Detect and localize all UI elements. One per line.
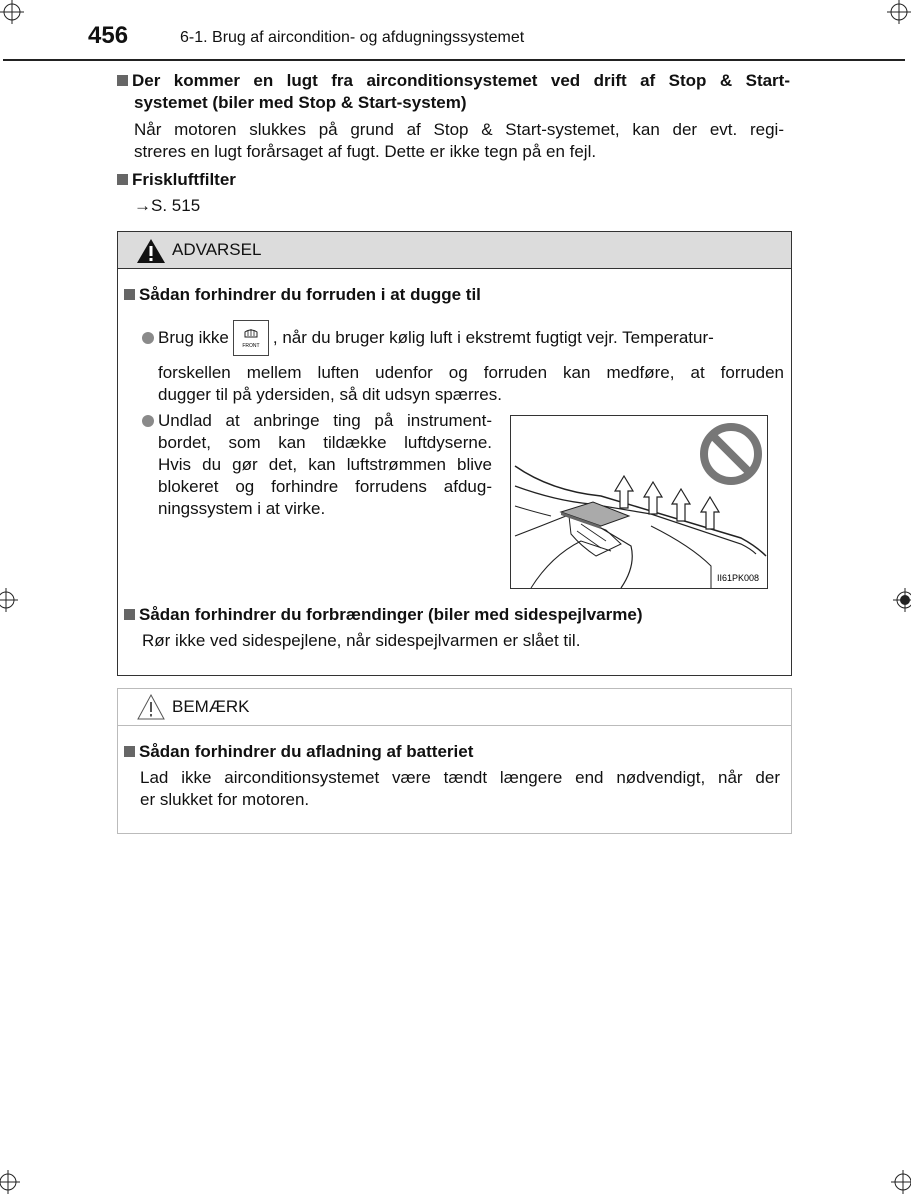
square-bullet-icon	[124, 289, 135, 300]
body-line: Lad ikke airconditionsystemet være tændt længere end nødvendigt, når der	[140, 768, 780, 787]
heading-text: Sådan forhindrer du afladning af batteriet	[139, 742, 474, 761]
square-bullet-icon	[117, 75, 128, 86]
notice-box	[117, 688, 792, 834]
page-reference: →S. 515	[134, 196, 201, 215]
heading-text: Sådan forhindrer du forbrændinger (biler med sidespejlvarme)	[139, 605, 643, 624]
section-heading-odor	[117, 70, 790, 114]
text-segment: Brug ikke	[158, 328, 229, 347]
warning-body-burns: Rør ikke ved sidespejlene, når sidespejlvarmen er slået til.	[142, 631, 581, 650]
body-line: forskellen mellem luften udenfor og forruden kan medføre, at forruden	[158, 363, 784, 382]
crop-mark-mid-left	[0, 585, 30, 615]
dashboard-vents-drawing	[511, 416, 767, 588]
heading-line: Der kommer en lugt fra airconditionsystemet ved drift af Stop & Start-	[132, 71, 790, 90]
front-defroster-button-icon	[233, 320, 269, 356]
body-line: Undlad at anbringe ting på instrument-	[158, 411, 492, 430]
airflow-arrows	[615, 476, 719, 529]
header-rule	[3, 59, 905, 61]
page-number: 456	[88, 22, 129, 49]
notice-title: BEMÆRK	[172, 697, 250, 716]
body-line: blokeret og forhindre forrudens afdug-	[158, 477, 492, 496]
warning-header	[118, 232, 791, 269]
warning-box	[117, 231, 792, 676]
notice-body	[140, 767, 780, 811]
crop-mark-bottom-left	[0, 1160, 30, 1200]
square-bullet-icon	[124, 746, 135, 757]
warning-sub-heading-burns	[124, 604, 642, 626]
heading-line: systemet (biler med Stop & Start-system)	[134, 93, 467, 112]
crop-mark-bottom-right	[881, 1160, 911, 1200]
dashboard-illustration	[510, 415, 768, 589]
warning-triangle-icon	[136, 238, 166, 264]
heading-text: Friskluftfilter	[132, 170, 236, 189]
heading-text: Sådan forhindrer du forruden i at dugge til	[139, 285, 481, 304]
body-line: Hvis du gør det, kan luftstrømmen blive	[158, 455, 492, 474]
notice-sub-heading	[124, 741, 473, 763]
button-label: FRONT	[242, 343, 260, 349]
warning-title: ADVARSEL	[172, 240, 262, 259]
caution-triangle-icon	[136, 693, 166, 721]
body-line: streres en lugt forårsaget af fugt. Dette er ikke tegn på en fejl.	[134, 142, 597, 161]
body-line: dugger til på ydersiden, så dit udsyn spærres.	[158, 385, 502, 404]
bullet-item-dashboard	[142, 410, 492, 520]
round-bullet-icon	[142, 415, 154, 427]
body-line: bordet, som kan tildække luftdyserne.	[158, 433, 492, 452]
round-bullet-icon	[142, 332, 154, 344]
text-segment: , når du bruger kølig luft i ekstremt fugtigt vejr. Temperatur-	[272, 328, 714, 347]
section-body-odor	[134, 119, 784, 163]
square-bullet-icon	[117, 174, 128, 185]
notice-header	[118, 689, 791, 726]
square-bullet-icon	[124, 609, 135, 620]
body-line: ningssystem i at virke.	[158, 499, 326, 518]
section-heading-filter	[117, 169, 236, 191]
bullet-item-defog-button	[142, 320, 784, 406]
body-line: er slukket for motoren.	[140, 790, 310, 809]
illustration-code: II61PK008	[716, 573, 759, 583]
crop-mark-mid-right	[881, 585, 911, 615]
crop-mark-top-left	[0, 0, 30, 30]
warning-sub-heading-fog	[124, 284, 481, 306]
crop-mark-top-right	[881, 0, 911, 30]
body-line: Når motoren slukkes på grund af Stop & Start-systemet, kan der evt. regi-	[134, 120, 784, 139]
running-title: 6-1. Brug af aircondition- og afdugningssystemet	[180, 29, 525, 46]
prohibition-icon	[704, 427, 758, 481]
